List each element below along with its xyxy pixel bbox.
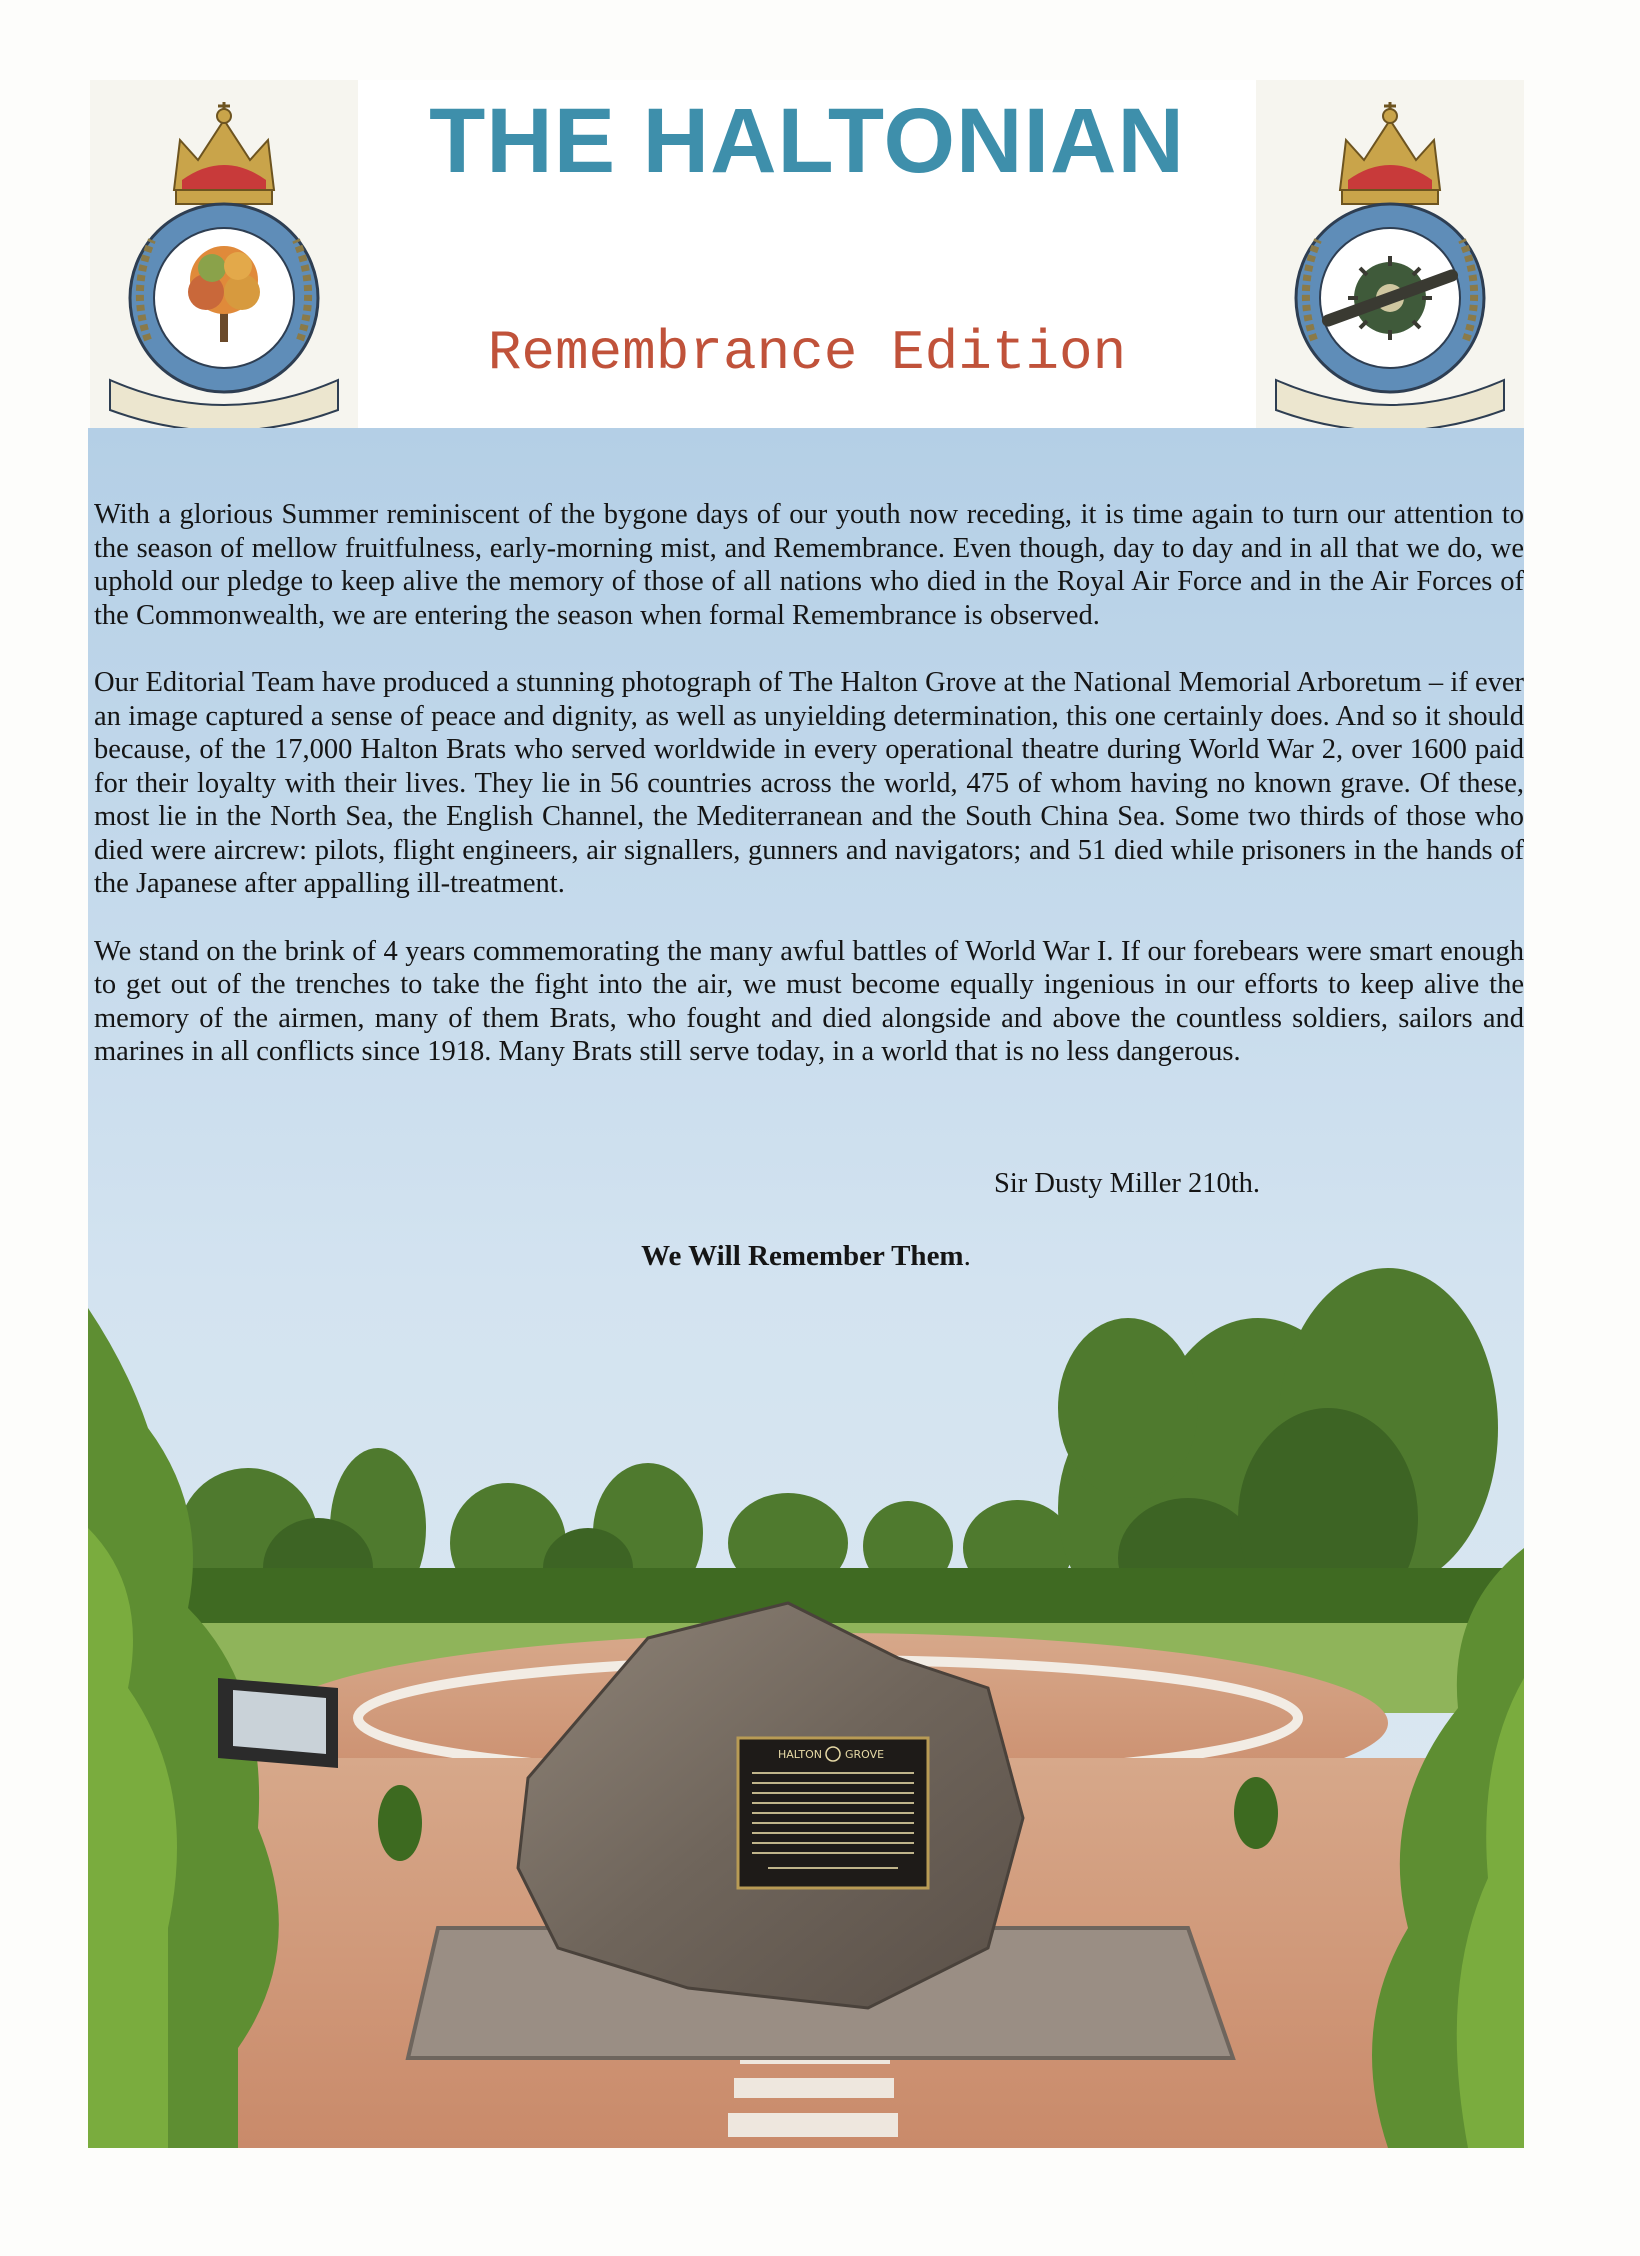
article-body: [94, 498, 1524, 1103]
main-panel: [88, 428, 1524, 2148]
newsletter-title: THE HALTONIAN: [429, 90, 1185, 192]
article-paragraph: We stand on the brink of 4 years commemorating the many awful battles of World War I. If our forebears were smart enough to get out of the trenches to take the fight into the air, we must become equally ingenious in our efforts to keep alive the memory of the airmen, many of them Brats, who fought and died alongside and above the countless soldiers, sailors and marines in all conflicts since 1918. Many Brats still serve today, in a world that is no less dangerous.: [94, 935, 1524, 1067]
plaque-title-right: GROVE: [845, 1748, 885, 1761]
closing-dot: .: [963, 1240, 971, 1272]
closing-text: We Will Remember Them: [641, 1240, 964, 1272]
author-signature: Sir Dusty Miller 210th.: [994, 1168, 1261, 1199]
plaque-title-left: HALTON: [778, 1748, 823, 1761]
article-paragraph: With a glorious Summer reminiscent of the bygone days of our youth now receding, it is time again to turn our attention to the season of mellow fruitfulness, early-morning mist, and Remembrance. Even though, day to day and in all that we do, we uphold our pledge to keep alive the memory of those of all nations who died in the Royal Air Force and in the Air Forces of the Commonwealth, we are entering the season when formal Remembrance is observed.: [94, 499, 1524, 631]
right-crest-icon: [1256, 80, 1524, 428]
edition-subtitle: Remembrance Edition: [487, 321, 1127, 385]
article-paragraph: Our Editorial Team have produced a stunning photograph of The Halton Grove at the National Memorial Arboretum – if ever an image captured a sense of peace and dignity, as well as unyielding determination, this one certainly does. And so it should because, of the 17,000 Halton Brats who served worldwide in every operational theatre during World War 2, over 1600 paid for their loyalty with their lives. They lie in 56 countries across the world, 475 of whom having no known grave. Of these, most lie in the North Sea, the English Channel, the Mediterranean and the South China Sea. Some two thirds of those who died were aircrew: pilots, flight engineers, air signallers, gunners and navigators; and 51 died while prisoners in the hands of the Japanese after appalling ill-treatment.: [94, 667, 1524, 899]
closing-line: [88, 1240, 1524, 1273]
left-crest-icon: [90, 80, 358, 428]
masthead: [90, 80, 1524, 428]
